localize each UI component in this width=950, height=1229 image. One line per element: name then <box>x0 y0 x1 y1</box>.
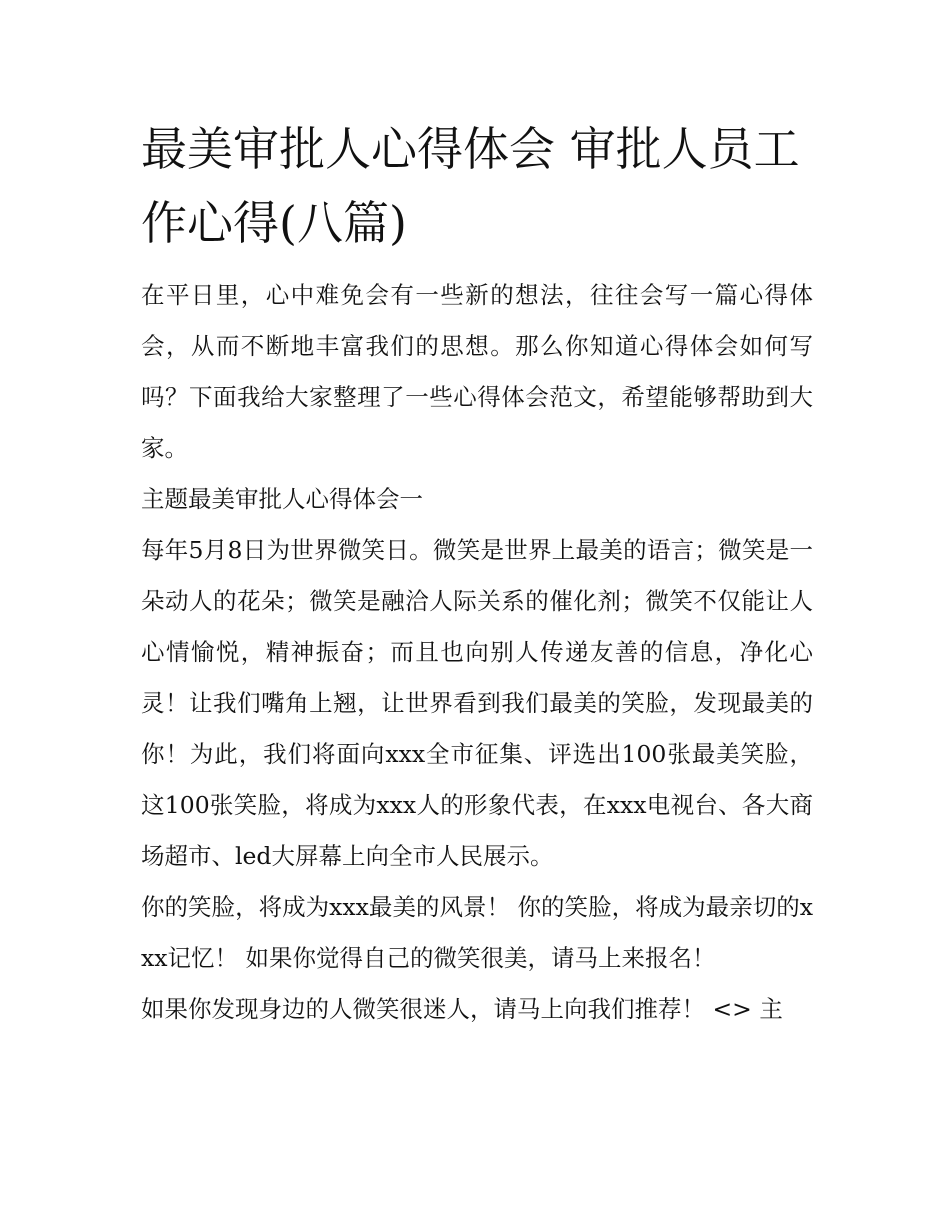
body-paragraph: 如果你发现身边的人微笑很迷人，请马上向我们推荐！ <> 主 <box>141 995 783 1023</box>
document-page <box>141 112 813 1035</box>
body-paragraph: 每年5月8日为世界微笑日。微笑是世界上最美的语言；微笑是一朵动人的花朵；微笑是融洽人际关系的催化剂；微笑不仅能让人心情愉悦，精神振奋；而且也向别人传递友善的信息，净化心灵！让我们嘴角上翘，让世界看到我们最美的笑脸，发现最美的你！为此，我们将面向xxx全市征集、评选出100张最美笑脸，这100张笑脸，将成为xxx人的形象代表，在xxx电视台、各大商场超市、led大屏幕上向全市人民展示。 <box>141 536 813 870</box>
body-paragraph: 你的笑脸，将成为xxx最美的风景！ 你的笑脸，将成为最亲切的xxx记忆！ 如果你觉得自己的微笑很美，请马上来报名！ <box>141 893 813 972</box>
intro-paragraph: 在平日里，心中难免会有一些新的想法，往往会写一篇心得体会，从而不断地丰富我们的思想。那么你知道心得体会如何写吗？下面我给大家整理了一些心得体会范文，希望能够帮助到大家。 <box>141 281 813 462</box>
document-title: 最美审批人心得体会 审批人员工作心得(八篇) <box>141 122 800 250</box>
section-heading: 主题最美审批人心得体会一 <box>141 485 423 513</box>
